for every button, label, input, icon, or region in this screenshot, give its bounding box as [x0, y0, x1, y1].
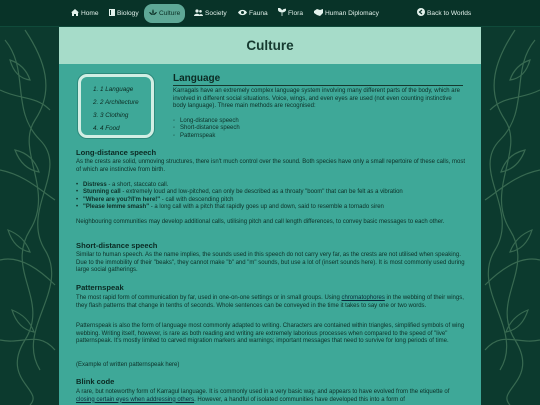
nav-biology[interactable] — [104, 4, 144, 23]
long-distance-paragraph-2: Neighbouring communities may develop additional calls, utilising pitch and call length differences, to convey basic messages to each other. — [76, 219, 445, 225]
text-span: in the webbing of their wings, they flash patterns that change in tenths of seconds. Whole sentences can be conveyed in the time it takes to say one or two words. — [76, 295, 464, 309]
toc-item-food[interactable]: 4. 4 Food — [93, 125, 120, 132]
toc-item-clothing[interactable]: 3. 3 Clothing — [93, 112, 129, 119]
patternspeak-paragraph-2: Patternspeak is also the form of language most commonly adapted to writing. Characters are contained within triangles, simplified symbols of wing webbing. Writing itself, however, is rare as both reading and writing are extremely laborious processes when compared to the speed of "live" patternspeak. It's mostly limited to carved migration markers and warnings; important messages that need to survive for long periods of time. — [76, 323, 465, 345]
call-desc: - a short, staccato call. — [106, 182, 169, 188]
book-icon — [109, 9, 115, 16]
nav-home-label: Home — [81, 10, 99, 17]
nav-flora-label: Flora — [288, 10, 304, 17]
list-item — [76, 197, 403, 204]
nav-human-diplomacy-label: Human Diplomacy — [325, 10, 379, 17]
short-distance-paragraph: Similar to human speech. As the name implies, the sounds used in this speech do not carry very far, as the crests are not utilised when speaking. Due to the immobility of their "beaks", they cannot make "b" and "m" sounds, but use a lot of (insert sounds here). It is most commonly used during large social gatherings. — [76, 252, 465, 274]
toc-item-language[interactable]: 1. 1 Language — [93, 86, 134, 93]
language-intro: Karragals have an extremely complex language system involving many different parts of the body, which are involved in different social situations. Voice, wings, and even eyes are used (not even counting instinctive body language). Three main methods are recognised: — [173, 88, 460, 110]
top-navbar — [0, 0, 540, 27]
list-item — [76, 189, 403, 196]
nav-fauna[interactable] — [233, 4, 273, 23]
back-arrow-icon — [417, 8, 425, 16]
call-term: Distress — [83, 182, 107, 188]
call-term: "Where are you?/I'm here!" — [83, 196, 161, 203]
closing-eyes-link[interactable]: closing certain eyes when addressing others — [76, 396, 195, 403]
page-title: Culture — [246, 38, 294, 53]
nav-human-diplomacy[interactable] — [309, 4, 384, 23]
call-desc: - call with descending pitch — [160, 196, 234, 203]
lotus-icon — [149, 9, 157, 16]
home-icon — [71, 9, 79, 16]
short-distance-heading: Short-distance speech — [76, 241, 158, 250]
chromatophores-link[interactable]: chromatophores — [341, 295, 385, 301]
nav-culture-label: Culture — [159, 10, 181, 17]
nav-back-label: Back to Worlds — [427, 10, 472, 17]
page-header — [59, 27, 481, 64]
list-item: ◦ Long-distance speech — [173, 118, 240, 125]
main-content — [59, 27, 481, 405]
nav-society-label: Society — [205, 10, 227, 17]
long-distance-heading: Long-distance speech — [76, 148, 157, 157]
nav-biology-label: Biology — [117, 10, 139, 17]
text-span: . However, a handful of isolated communities have developed this into a form of — [194, 396, 405, 403]
blink-code-heading: Blink code — [76, 377, 115, 386]
patternspeak-example-note: (Example of written patternspeak here) — [76, 362, 180, 368]
patternspeak-paragraph — [76, 295, 466, 310]
seedling-icon — [278, 8, 286, 16]
list-item: ◦ Patternspeak — [173, 133, 240, 140]
language-heading: Language — [173, 73, 221, 84]
blink-code-paragraph — [76, 389, 466, 404]
nav-flora[interactable] — [273, 4, 308, 23]
nav-culture[interactable] — [144, 4, 185, 23]
list-item: ◦ Short-distance speech — [173, 125, 240, 132]
users-icon — [194, 9, 203, 16]
eye-icon — [238, 9, 247, 16]
table-of-contents — [78, 74, 154, 138]
call-term: Stunning call — [83, 189, 121, 196]
nav-back-to-worlds[interactable] — [412, 4, 476, 23]
language-methods-list — [173, 118, 240, 140]
nav-society[interactable] — [189, 4, 232, 23]
nav-fauna-label: Fauna — [249, 10, 268, 17]
text-span: The most rapid form of communication by far, used in one-on-one settings or in small groups. Using — [76, 295, 342, 301]
list-item — [76, 182, 403, 189]
call-term: "Please lemme smash" — [83, 204, 150, 211]
toc-item-architecture[interactable]: 2. 2 Architecture — [93, 99, 139, 106]
long-distance-paragraph: As the crests are solid, unmoving structures, there isn't much control over the sound. Both species have only a small repertoire of these calls, most of which are instinctive from birth. — [76, 159, 465, 173]
handshake-icon — [314, 9, 323, 16]
call-desc: - a long call with a pitch that rapidly goes up and down, said to resemble a tornado siren — [149, 204, 384, 211]
call-desc: - extremely loud and low-pitched, can only be described as a throaty "boom" that can be felt as a vibration — [120, 189, 403, 196]
nav-home[interactable] — [66, 4, 104, 23]
patternspeak-heading: Patternspeak — [76, 283, 124, 292]
language-divider — [173, 85, 463, 86]
calls-list — [76, 182, 403, 212]
list-item — [76, 204, 403, 211]
text-span: A rare, but noteworthy form of Karragul language. It is commonly used in a very basic way, and appears to have evolved from the etiquette of — [76, 389, 450, 395]
